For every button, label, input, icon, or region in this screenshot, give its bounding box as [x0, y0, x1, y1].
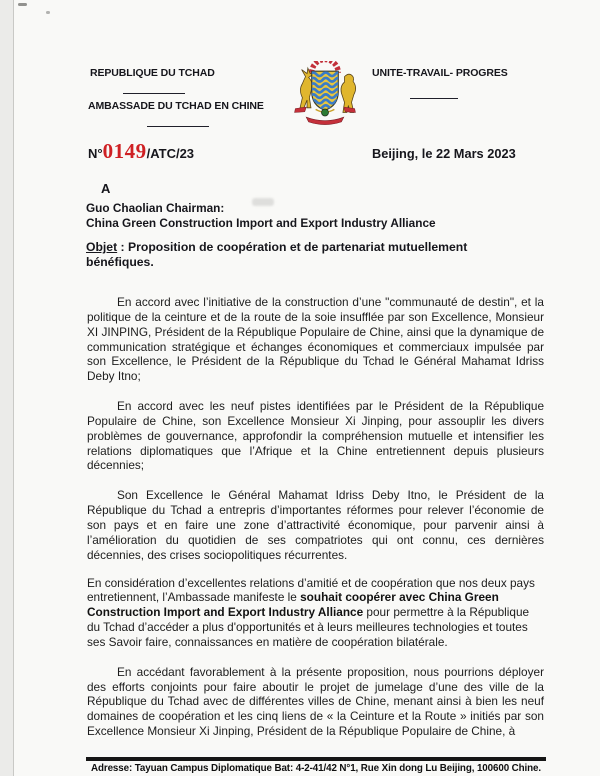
subject-line [86, 240, 518, 270]
reference-number [88, 139, 194, 164]
addressee-name: Guo Chaolian Chairman: [86, 201, 225, 215]
scan-speck [46, 11, 50, 14]
reference-serial: 0149 [102, 139, 147, 163]
letter-body [87, 295, 544, 754]
chad-coat-of-arms-icon [286, 61, 364, 125]
letterhead-motto: UNITE-TRAVAIL- PROGRES [372, 67, 508, 79]
paragraph-twinning-project: En accédant favorablement à la présente proposition, nous pourrions déployer des efforts conjoints pour faire aboutir le projet de jumelage d’une des ville de la République du Tchad avec de différentes villes de Chine, menant ainsi à bien les neuf domaines de coopération et les cinq liens de « la Ceinture et la Route » initiés par son Excellence Monsieur Xi Jinping, Président de la République Populaire de Chine, à [87, 664, 544, 739]
addressee-block [86, 201, 556, 230]
letterhead-divider [123, 93, 185, 94]
letterhead-divider [410, 98, 458, 99]
paragraph-cooperation-wish [87, 576, 544, 650]
paragraph-reforms: Son Excellence le Général Mahamat Idriss Deby Itno, le Président de la République du Tchad a entrepris d’importantes réformes pour relever l’économie de son pays et en faire une zone d’attractivité économique, pour parvenir ainsi à l’amélioration du quotidien de ses compatriotes qui ont connu, ces dernières décennies, des crises sociopolitiques récurrentes. [87, 488, 544, 562]
reference-suffix: /ATC/23 [146, 146, 195, 161]
letterhead-country: REPUBLIQUE DU TCHAD [90, 67, 215, 79]
footer-address: Adresse: Tayuan Campus Diplomatique Bat: 4-2-41/42 N°1, Rue Xin dong Lu Beijing, 100600 Chine. [91, 763, 541, 774]
letterhead-embassy: AMBASSADE DU TCHAD EN CHINE [88, 100, 264, 112]
paragraph-nine-tracks: En accord avec les neuf pistes identifiées par le Président de la République Populaire de Chine, son Excellence Monsieur Xi Jinping, pour assouplir les divers problèmes de gouvernance, approfondir la compréhension mutuelle et intensifier les relations diplomatiques que l’Afrique et la Chine entretiennent depuis plusieurs décennies; [87, 399, 544, 473]
scan-speck [18, 3, 27, 6]
addressee-organization: China Green Construction Import and Export Industry Alliance [86, 215, 436, 230]
paragraph-cooperation-post: pour permettre à la République du Tchad d’accéder a plus d'opportunités et à leurs meilleures technologies et toutes ses Savoir faire, connaissances en matière de coopération bilatérale. [87, 605, 530, 649]
paragraph-cooperation-pre: En considération d’excellentes relations d’amitié et de coopération que nos deux pays entretiennent, l’Ambassade manifeste le [87, 575, 535, 605]
paragraph-cooperation-bold: souhait coopérer avec China Green Construction Import and Export Industry Alliance [87, 590, 499, 620]
subject-separator: : [117, 240, 128, 254]
salutation: A [101, 181, 111, 196]
date-line: Beijing, le 22 Mars 2023 [372, 146, 516, 161]
scan-left-band [0, 0, 13, 776]
reference-prefix: N° [88, 146, 103, 161]
subject-text: Proposition de coopération et de partenariat mutuellement bénéfiques. [86, 240, 468, 269]
footer-rule [86, 757, 546, 761]
paragraph-belt-and-road: En accord avec l’initiative de la construction d’une "communauté de destin", et la politique de la ceinture et de la route de la soie insufflée par son Excellence, Monsieur XI JINPING, Président de la République Populaire de Chine, ainsi que la dynamique de communication stratégique et échanges économiques et commerciaux impulsée par son Excellence, le Président de la République du Tchad le Général Mahamat Idriss Deby Itno; [87, 295, 544, 384]
letterhead-divider [147, 126, 209, 127]
subject-label: Objet [86, 240, 118, 254]
scan-edge-line [13, 0, 14, 776]
